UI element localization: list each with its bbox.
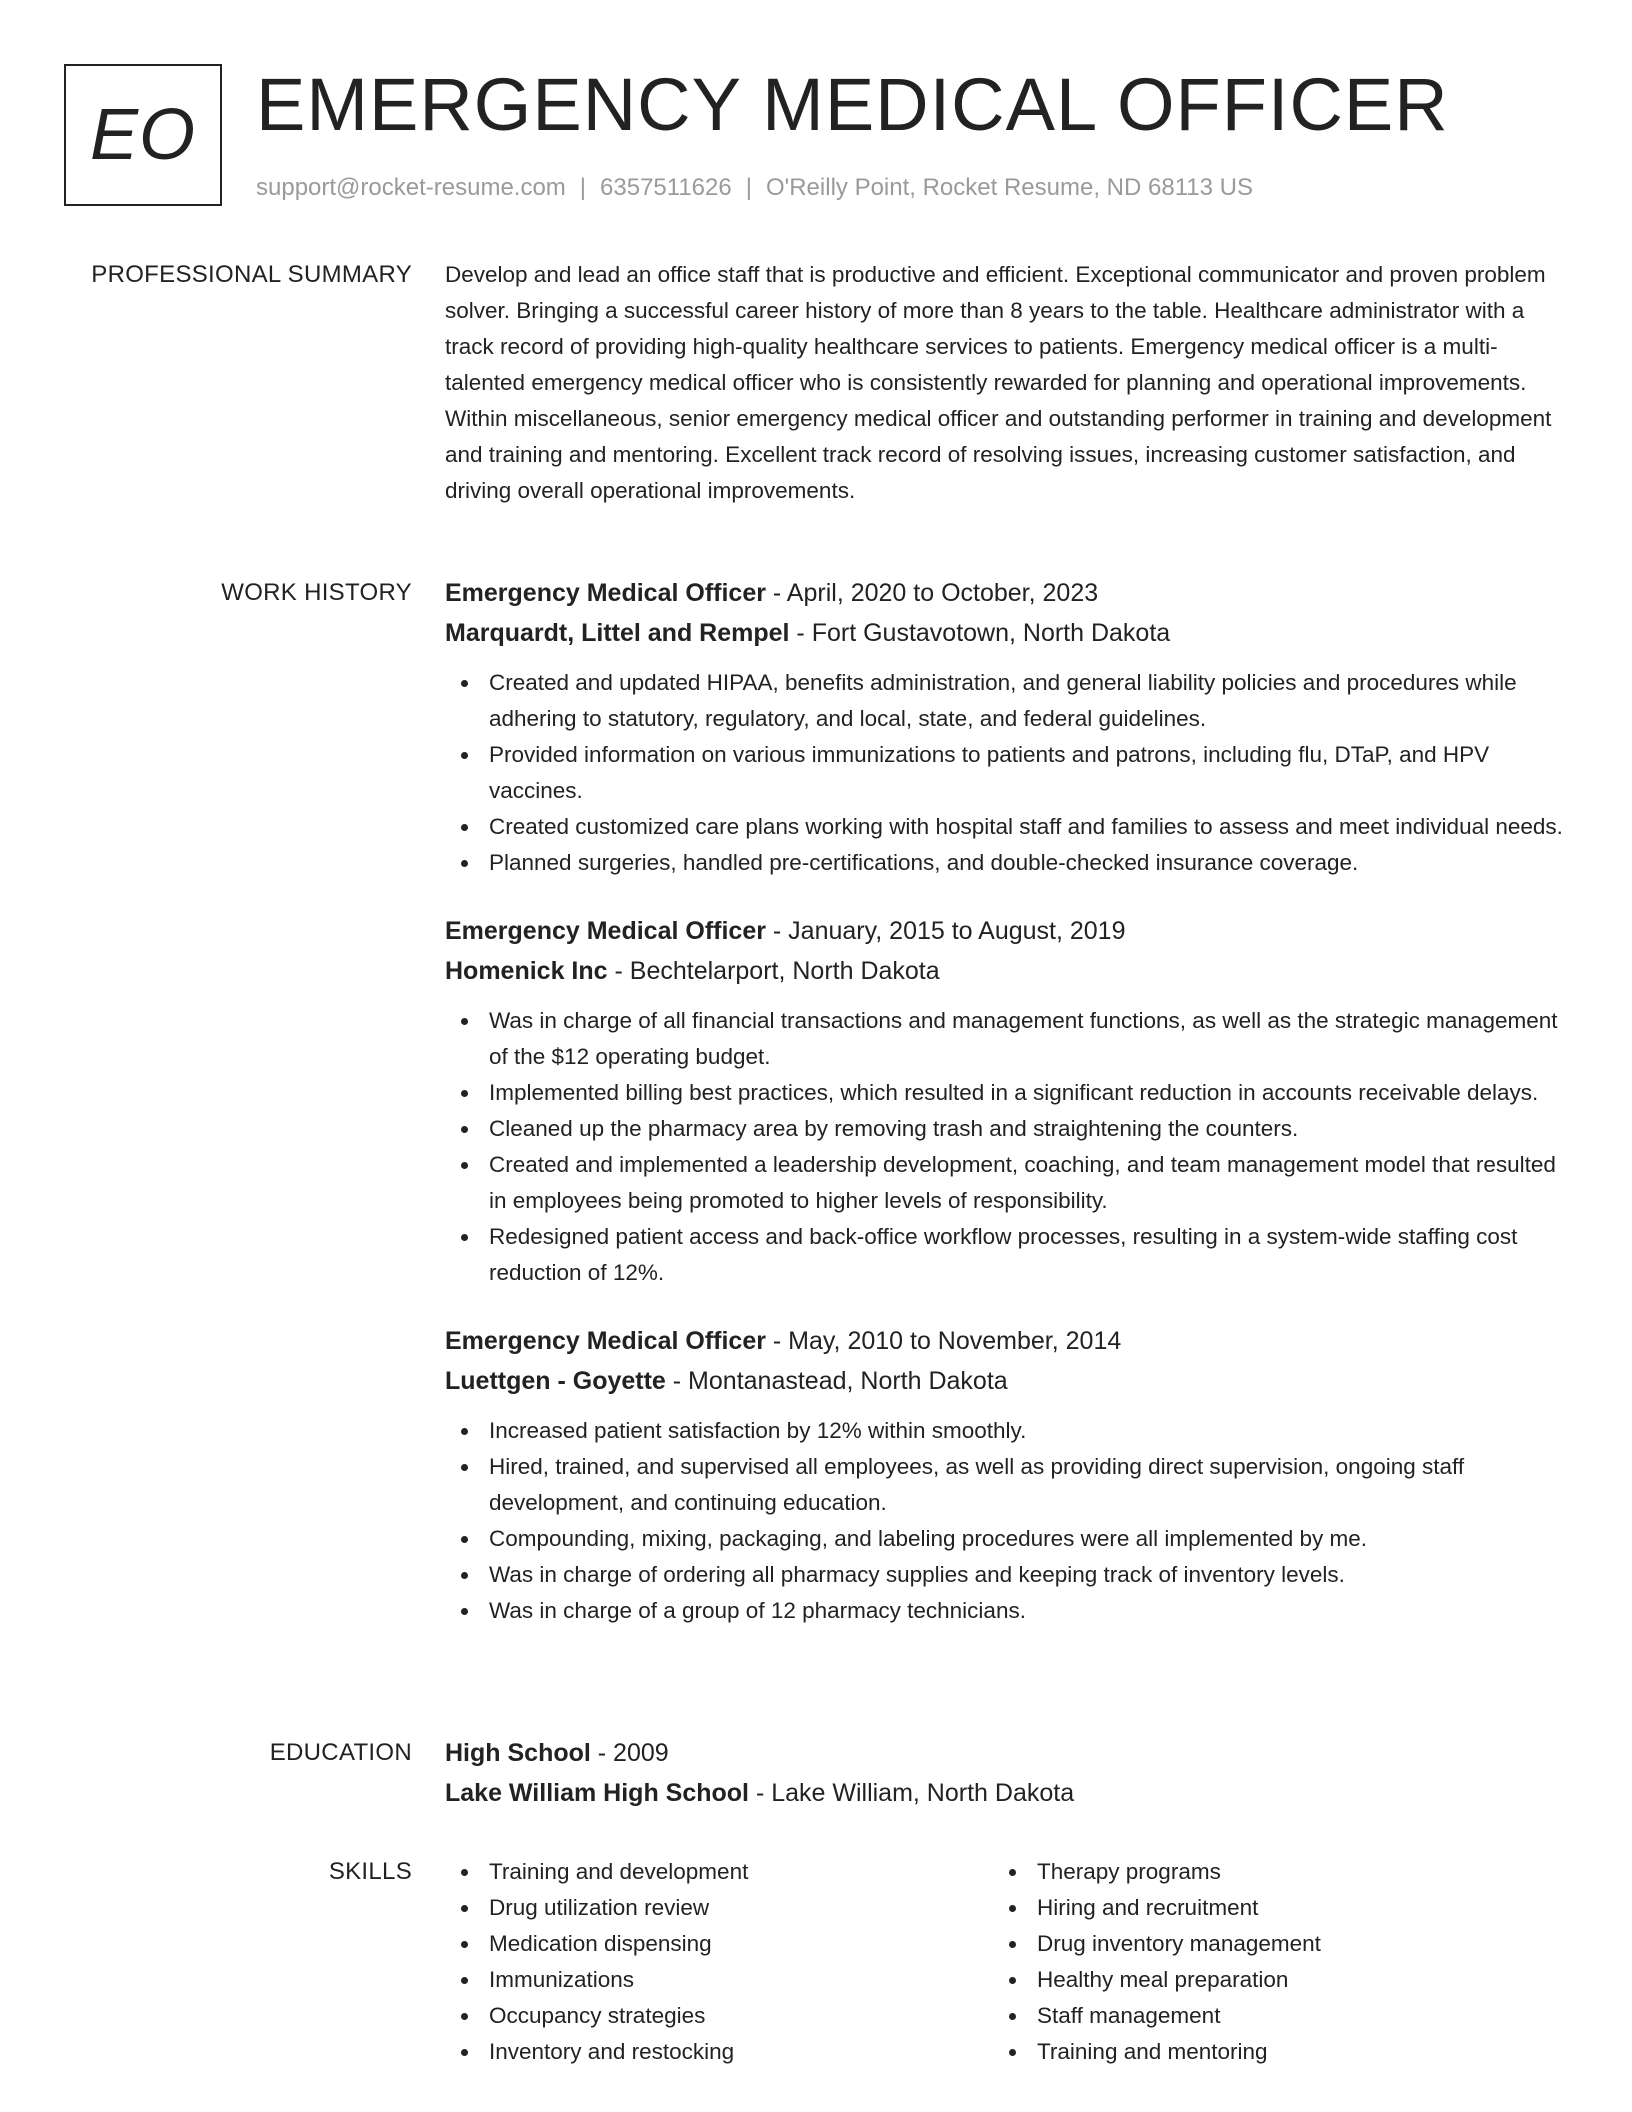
- skill-item: Medication dispensing: [445, 1926, 993, 1962]
- section-label-summary: PROFESSIONAL SUMMARY: [91, 261, 412, 288]
- education-year: - 2009: [590, 1739, 669, 1767]
- job-title: Emergency Medical Officer: [445, 917, 766, 945]
- skill-item: Hiring and recruitment: [993, 1890, 1541, 1926]
- contact-phone[interactable]: 6357511626: [600, 174, 732, 201]
- skill-item: Therapy programs: [993, 1854, 1541, 1890]
- contact-separator: |: [745, 174, 752, 201]
- skill-item: Training and mentoring: [993, 2034, 1541, 2070]
- job-bullet: Created and implemented a leadership development, coaching, and team management model that resulted in employees being promoted to higher levels of responsibility.: [445, 1147, 1565, 1219]
- job-dates: - January, 2015 to August, 2019: [765, 917, 1126, 945]
- job-company-line: [445, 951, 1565, 991]
- monogram-logo: EO: [64, 64, 222, 206]
- contact-address: O'Reilly Point, Rocket Resume, ND 68113 US: [765, 174, 1253, 201]
- section-label-work-history: WORK HISTORY: [221, 579, 412, 606]
- skill-item: Occupancy strategies: [445, 1998, 993, 2034]
- job-bullet: Created customized care plans working with hospital staff and families to assess and meet individual needs.: [445, 809, 1565, 845]
- job-entry: [445, 1321, 1565, 1629]
- resume-header: [64, 64, 1584, 214]
- job-bullets: [445, 665, 1565, 881]
- education-school: Lake William High School: [445, 1779, 749, 1807]
- job-entry: [445, 573, 1565, 881]
- contact-separator: |: [579, 174, 587, 201]
- skill-item: Immunizations: [445, 1962, 993, 1998]
- job-entry: [445, 911, 1565, 1291]
- education-degree-line: [445, 1733, 1565, 1773]
- job-title: Emergency Medical Officer: [445, 1327, 766, 1355]
- job-company-line: [445, 613, 1565, 653]
- skill-item: Training and development: [445, 1854, 993, 1890]
- job-bullet: Hired, trained, and supervised all employees, as well as providing direct supervision, ongoing staff development, and continuing education.: [445, 1449, 1565, 1521]
- education-degree: High School: [445, 1739, 591, 1767]
- skill-item: Inventory and restocking: [445, 2034, 993, 2070]
- job-bullet: Increased patient satisfaction by 12% within smoothly.: [445, 1413, 1565, 1449]
- section-label-education: EDUCATION: [269, 1739, 412, 1766]
- contact-email[interactable]: support@rocket-resume.com: [256, 174, 566, 201]
- job-bullets: [445, 1003, 1565, 1291]
- job-bullet: Was in charge of a group of 12 pharmacy technicians.: [445, 1593, 1565, 1629]
- job-bullet: Was in charge of all financial transactions and management functions, as well as the strategic management of the $12 operating budget.: [445, 1003, 1565, 1075]
- section-label-skills: SKILLS: [328, 1858, 412, 1885]
- skill-item: Staff management: [993, 1998, 1541, 2034]
- summary-text: Develop and lead an office staff that is productive and efficient. Exceptional communicator and proven problem solver. Bringing a successful career history of more than 8 years to the table. Healthcare administrator with a track record of providing high-quality healthcare services to patients. Emergency medical officer is a multi-talented emergency medical officer who is consistently rewarded for planning and operational improvements. Within miscellaneous, senior emergency medical officer and outstanding performer in training and development and training and mentoring. Excellent track record of resolving issues, increasing customer satisfaction, and driving overall operational improvements.: [445, 262, 1552, 503]
- job-bullet: Provided information on various immunizations to patients and patrons, including flu, DTaP, and HPV vaccines.: [445, 737, 1565, 809]
- skills-list-right: [993, 1854, 1541, 2070]
- job-title-line: [445, 573, 1565, 613]
- job-location: - Fort Gustavotown, North Dakota: [789, 619, 1171, 647]
- skill-item: Healthy meal preparation: [993, 1962, 1541, 1998]
- job-bullet: Cleaned up the pharmacy area by removing trash and straightening the counters.: [445, 1111, 1565, 1147]
- job-title: Emergency Medical Officer: [445, 579, 766, 607]
- job-title-line: [445, 1321, 1565, 1361]
- contact-line: [256, 174, 1253, 202]
- education-school-line: [445, 1773, 1565, 1813]
- job-bullet: Compounding, mixing, packaging, and labeling procedures were all implemented by me.: [445, 1521, 1565, 1557]
- job-bullet: Implemented billing best practices, which resulted in a significant reduction in accounts receivable delays.: [445, 1075, 1565, 1111]
- job-location: - Montanastead, North Dakota: [665, 1367, 1008, 1395]
- job-bullet: Planned surgeries, handled pre-certifications, and double-checked insurance coverage.: [445, 845, 1565, 881]
- job-company: Luettgen - Goyette: [445, 1367, 666, 1395]
- job-bullet: Redesigned patient access and back-office workflow processes, resulting in a system-wide staffing cost reduction of 12%.: [445, 1219, 1565, 1291]
- skill-item: Drug inventory management: [993, 1926, 1541, 1962]
- education-location: - Lake William, North Dakota: [749, 1779, 1075, 1807]
- job-bullet: Was in charge of ordering all pharmacy supplies and keeping track of inventory levels.: [445, 1557, 1565, 1593]
- job-title-line: [445, 911, 1565, 951]
- job-dates: - May, 2010 to November, 2014: [765, 1327, 1122, 1355]
- job-bullet: Created and updated HIPAA, benefits administration, and general liability policies and procedures while adhering to statutory, regulatory, and local, state, and federal guidelines.: [445, 665, 1565, 737]
- jobs-list: [445, 573, 1565, 1659]
- skill-item: Drug utilization review: [445, 1890, 993, 1926]
- resume-title: EMERGENCY MEDICAL OFFICER: [256, 63, 1449, 146]
- job-dates: - April, 2020 to October, 2023: [765, 579, 1099, 607]
- skills-columns: [445, 1854, 1565, 2070]
- education-entry: [445, 1733, 1565, 1813]
- job-location: - Bechtelarport, North Dakota: [607, 957, 940, 985]
- job-company-line: [445, 1361, 1565, 1401]
- job-bullets: [445, 1413, 1565, 1629]
- job-company: Marquardt, Littel and Rempel: [445, 619, 790, 647]
- skills-list-left: [445, 1854, 993, 2070]
- job-company: Homenick Inc: [445, 957, 608, 985]
